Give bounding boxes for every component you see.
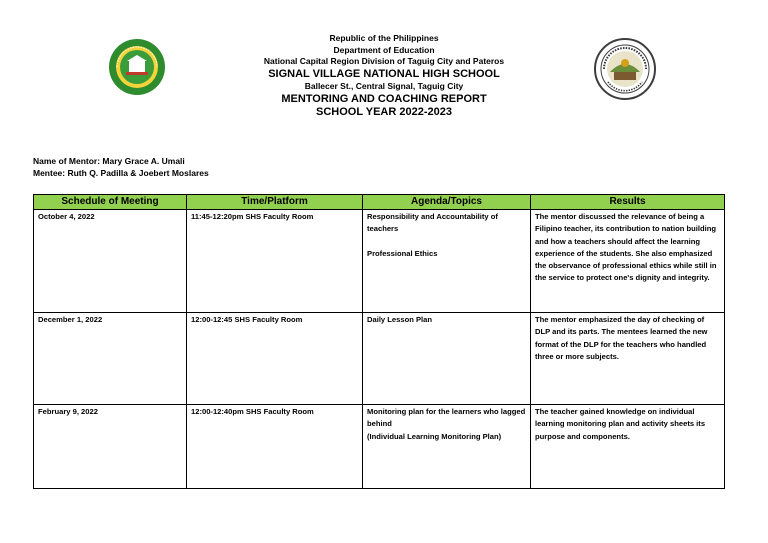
cell-results: The teacher gained knowledge on individual learning monitoring plan and activity sheets its purpose and components. bbox=[531, 405, 725, 489]
republic-line: Republic of the Philippines bbox=[329, 33, 439, 43]
document-header bbox=[0, 33, 768, 120]
cell-results: The mentor emphasized the day of checking of DLP and its parts. The mentees learned the new format of the DLP for the teachers who handled three or more subjects. bbox=[531, 313, 725, 405]
cell-time: 11:45-12:20pm SHS Faculty Room bbox=[187, 210, 363, 313]
mentor-info bbox=[33, 156, 209, 179]
header-schedule: Schedule of Meeting bbox=[34, 195, 187, 210]
header-results: Results bbox=[531, 195, 725, 210]
cell-results: The mentor discussed the relevance of being a Filipino teacher, its contribution to nation building and how a teachers should affect the learning experience of the students. She also emphasized the observance of professional ethics while still in the service to protect one's dignity and integrity. bbox=[531, 210, 725, 313]
table-row bbox=[34, 405, 725, 489]
table-row bbox=[34, 313, 725, 405]
mentee-names: Mentee: Ruth Q. Padilla & Joebert Moslares bbox=[33, 167, 209, 178]
cell-agenda: Daily Lesson Plan bbox=[363, 313, 531, 405]
school-name: SIGNAL VILLAGE NATIONAL HIGH SCHOOL bbox=[268, 67, 500, 80]
department-line: Department of Education bbox=[333, 44, 435, 55]
report-title: MENTORING AND COACHING REPORT bbox=[281, 92, 487, 105]
header-time: Time/Platform bbox=[187, 195, 363, 210]
mentor-name: Name of Mentor: Mary Grace A. Umali bbox=[33, 156, 185, 166]
cell-agenda: Monitoring plan for the learners who lagged behind (Individual Learning Monitoring Plan) bbox=[363, 405, 531, 489]
header-agenda: Agenda/Topics bbox=[363, 195, 531, 210]
table-row bbox=[34, 210, 725, 313]
report-table bbox=[33, 194, 725, 489]
school-year: SCHOOL YEAR 2022-2023 bbox=[316, 106, 452, 118]
cell-schedule: February 9, 2022 bbox=[34, 405, 187, 489]
cell-time: 12:00-12:45 SHS Faculty Room bbox=[187, 313, 363, 405]
region-line: National Capital Region Division of Taguig City and Pateros bbox=[263, 56, 505, 66]
cell-schedule: December 1, 2022 bbox=[34, 313, 187, 405]
school-address: Ballecer St., Central Signal, Taguig City bbox=[304, 81, 464, 91]
cell-agenda: Responsibility and Accountability of teachers Professional Ethics bbox=[363, 210, 531, 313]
cell-schedule: October 4, 2022 bbox=[34, 210, 187, 313]
cell-time: 12:00-12:40pm SHS Faculty Room bbox=[187, 405, 363, 489]
table-header-row bbox=[34, 195, 725, 210]
